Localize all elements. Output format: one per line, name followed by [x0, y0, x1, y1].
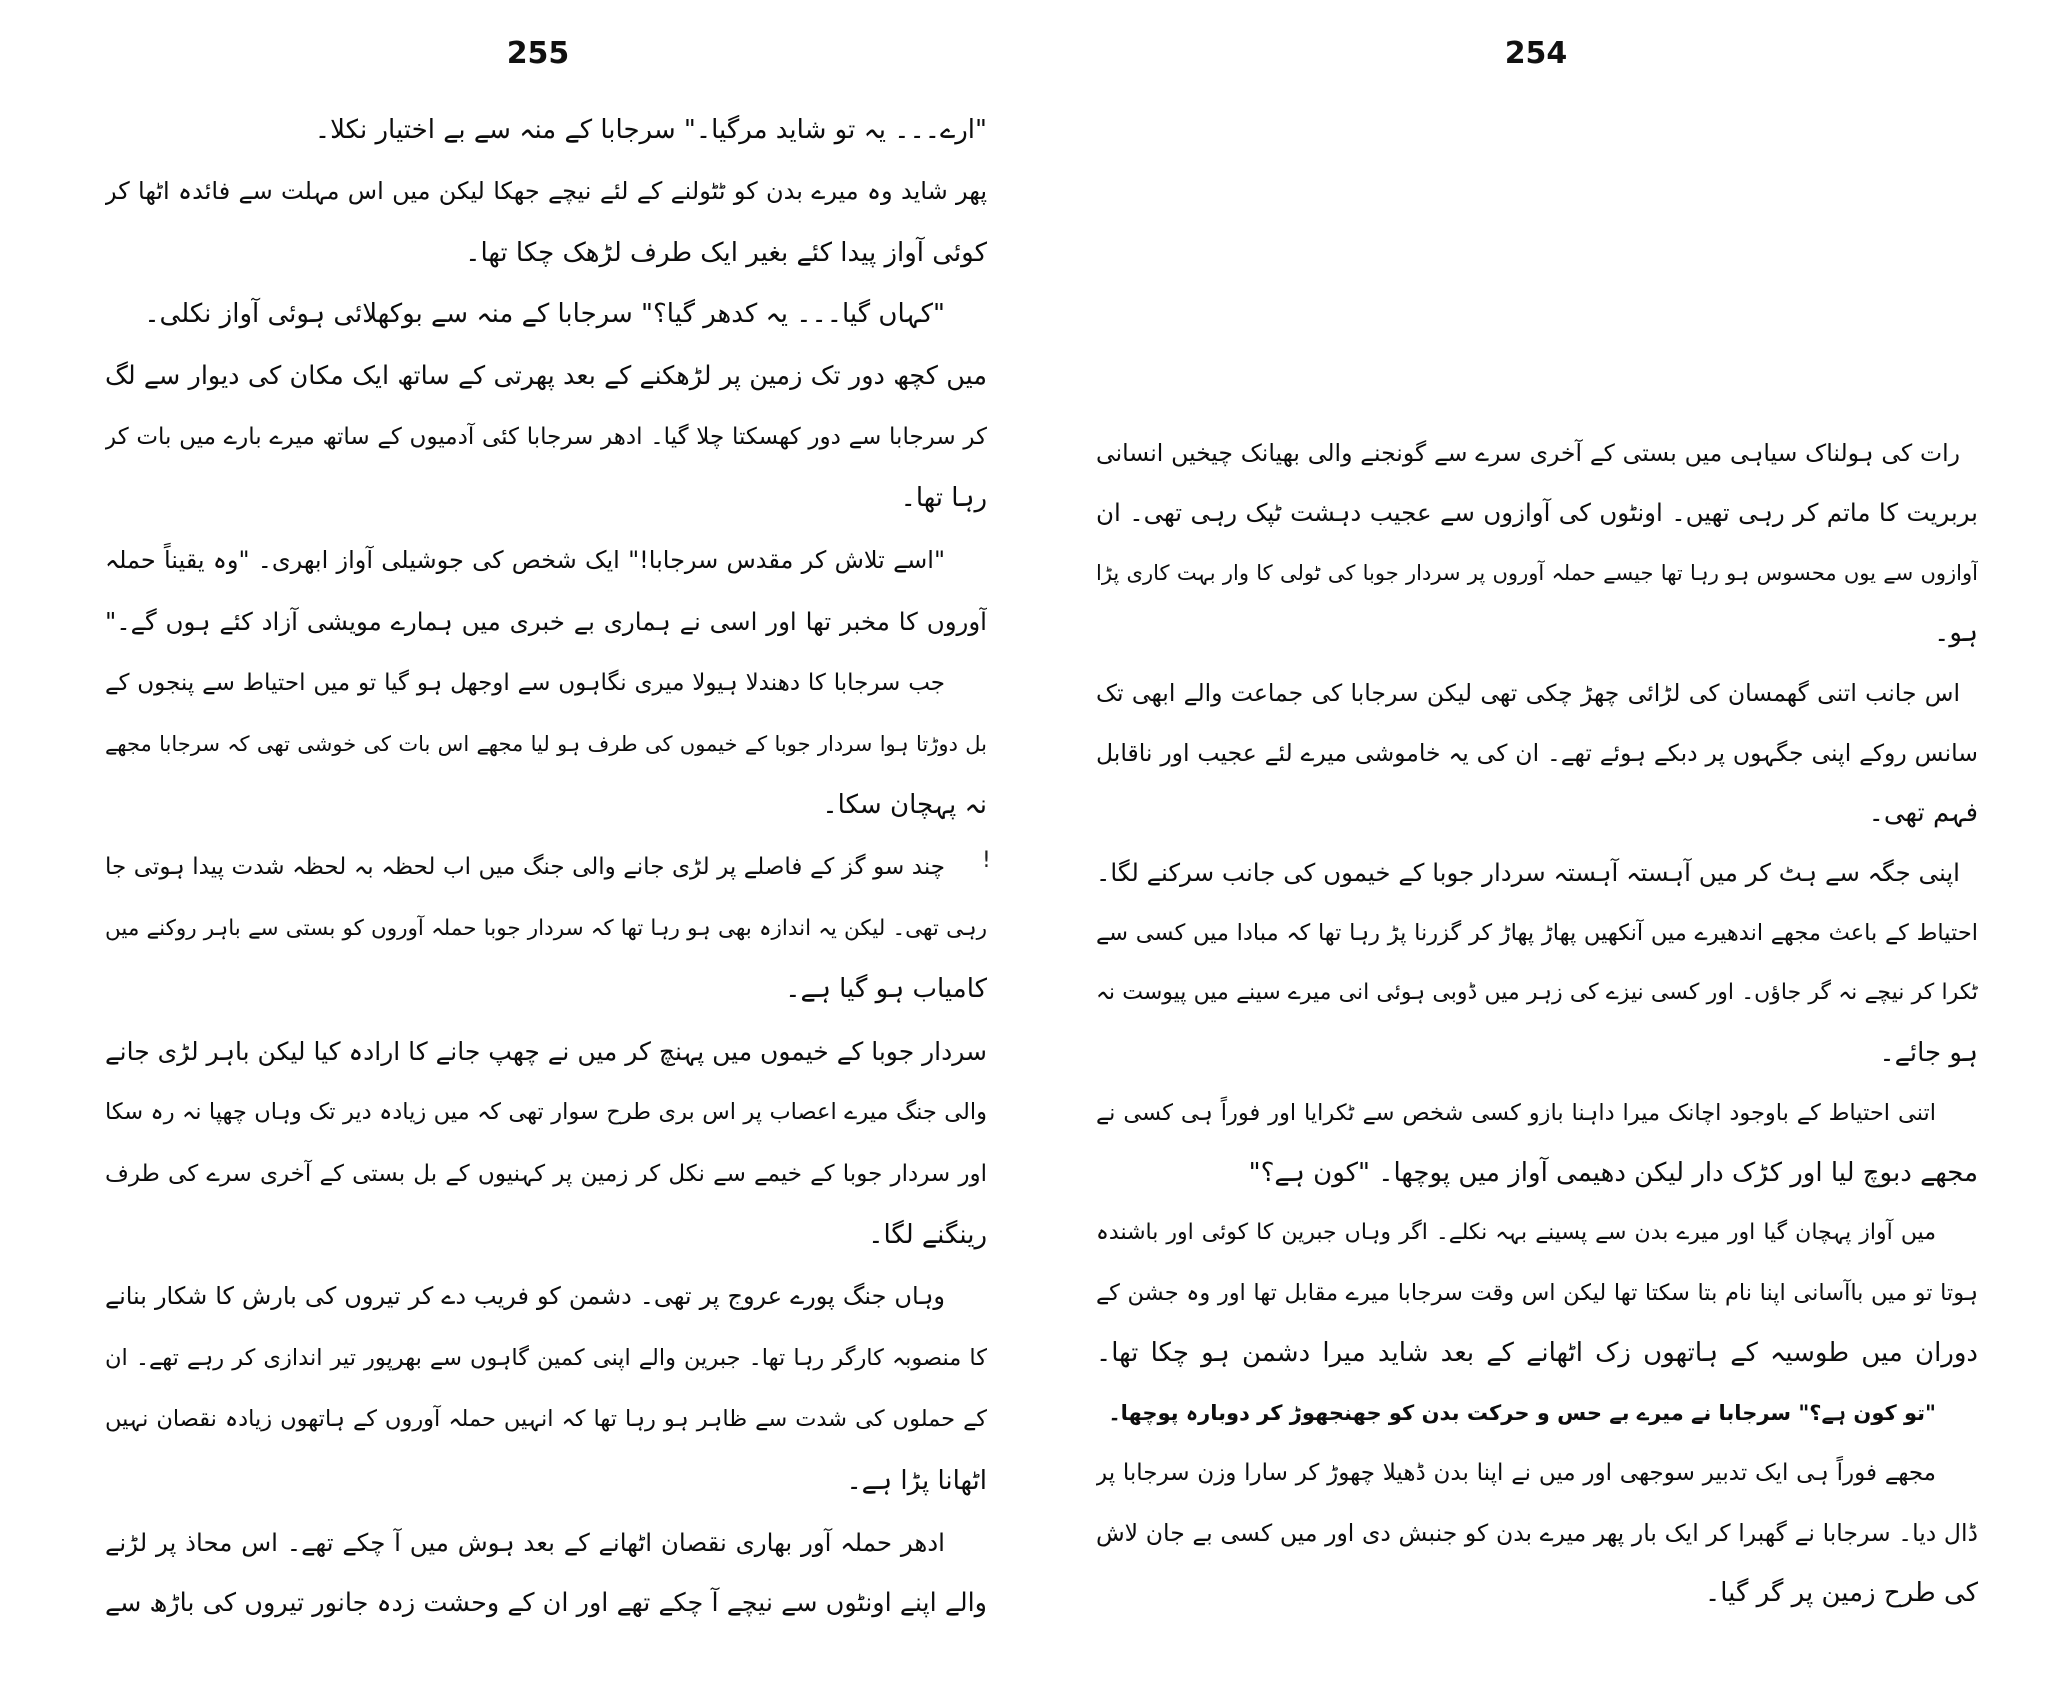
text-line: کا منصوبہ کارگر رہا تھا۔ جبرین والے اپنی کمین گاہوں سے بھرپور تیر اندازی کر رہے تھے۔ ان — [105, 1344, 987, 1371]
text-line: کامیاب ہو گیا ہے۔ — [785, 974, 987, 1005]
text-line: اتنی احتیاط کے باوجود اچانک میرا داہنا بازو کسی شخص سے ٹکرایا اور فوراً ہی کسی نے — [1096, 1100, 1936, 1126]
text-line: وہاں جنگ پورے عروج پر تھی۔ دشمن کو فریب دے کر تیروں کی بارش کا شکار بنانے — [105, 1282, 945, 1311]
margin-mark: ! — [982, 848, 991, 873]
text-line: رہی تھی۔ لیکن یہ اندازہ بھی ہو رہا تھا کہ سردار جوبا حملہ آوروں کو بستی سے باہر روکنے میں — [105, 916, 987, 942]
page-number-left: 255 — [506, 36, 570, 71]
text-line: "ارے۔۔۔ یہ تو شاید مرگیا۔" سرجابا کے منہ سے بے اختیار نکلا۔ — [314, 115, 987, 145]
text-line: پھر شاید وہ میرے بدن کو ٹٹولنے کے لئے نیچے جھکا لیکن میں اس مہلت سے فائدہ اٹھا کر — [105, 177, 987, 206]
text-line: کے حملوں کی شدت سے ظاہر ہو رہا تھا کہ انہیں حملہ آوروں کے ہاتھوں زیادہ نقصان نہیں — [105, 1406, 987, 1433]
text-line: "کہاں گیا۔۔۔ یہ کدھر گیا؟" سرجابا کے منہ سے بوکھلائی ہوئی آواز نکلی۔ — [144, 299, 945, 330]
right-page-text — [1096, 423, 1978, 1623]
text-line: احتیاط کے باعث مجھے اندھیرے میں آنکھیں پھاڑ پھاڑ کر گزرنا پڑ رہا تھا کہ مبادا میں کسی سے — [1096, 920, 1978, 946]
text-line: اس جانب اتنی گھمسان کی لڑائی چھڑ چکی تھی لیکن سرجابا کی جماعت والے ابھی تک — [1096, 679, 1960, 707]
text-line: ادھر حملہ آور بھاری نقصان اٹھانے کے بعد ہوش میں آ چکے تھے۔ اس محاذ پر لڑنے — [105, 1527, 945, 1557]
text-line: اٹھانا پڑا ہے۔ — [846, 1465, 987, 1496]
text-line: ٹکرا کر نیچے نہ گر جاؤں۔ اور کسی نیزے کی زہر میں ڈوبی ہوئی انی میرے سینے میں پیوست نہ — [1096, 980, 1978, 1005]
text-line: فہم تھی۔ — [1868, 798, 1978, 828]
text-line: والی جنگ میرے اعصاب پر اس بری طرح سوار تھی کہ میں زیادہ دیر تک وہاں چھپا نہ رہ سکا — [105, 1099, 987, 1126]
text-line: مجھے فوراً ہی ایک تدبیر سوجھی اور میں نے اپنا بدن ڈھیلا چھوڑ کر سارا وزن سرجابا پر — [1096, 1460, 1936, 1486]
text-line: "تو کون ہے؟" سرجابا نے میرے بے حس و حرکت بدن کو جھنجھوڑ کر دوبارہ پوچھا۔ — [1108, 1401, 1936, 1425]
text-line: کر سرجابا سے دور کھسکتا چلا گیا۔ ادھر سرجابا کئی آدمیوں کے ساتھ میرے بارے میں بات کر — [105, 423, 987, 450]
text-line: ہوتا تو میں باآسانی اپنا نام بتا سکتا تھا لیکن اس وقت سرجابا میرے مقابل تھا اور وہ جشن کے — [1096, 1280, 1978, 1306]
text-line: رات کی ہولناک سیاہی میں بستی کے آخری سرے سے گونجنے والی بھیانک چیخیں انسانی — [1096, 439, 1960, 467]
text-line: والے اپنے اونٹوں سے نیچے آ چکے تھے اور ان کے وحشت زدہ جانور تیروں کی باڑھ سے — [105, 1588, 987, 1619]
text-line: آوروں کا مخبر تھا اور اسی نے ہماری بے خبری میں ہمارے مویشی آزاد کئے ہوں گے۔" — [105, 607, 987, 637]
text-line: میں کچھ دور تک زمین پر لڑھکنے کے بعد پھرتی کے ساتھ ایک مکان کی دیوار سے لگ — [105, 360, 987, 391]
text-line: رینگنے لگا۔ — [868, 1220, 987, 1251]
text-line: نہ پہچان سکا۔ — [822, 790, 987, 821]
text-line: مجھے دبوچ لیا اور کڑک دار لیکن دھیمی آواز میں پوچھا۔ "کون ہے؟" — [1248, 1158, 1978, 1188]
text-line: میں آواز پہچان گیا اور میرے بدن سے پسینے بہہ نکلے۔ اگر وہاں جبرین کا کوئی اور باشندہ — [1096, 1220, 1936, 1245]
text-line: بربریت کا ماتم کر رہی تھیں۔ اونٹوں کی آوازوں سے عجیب دہشت ٹپک رہی تھی۔ ان — [1096, 498, 1978, 527]
text-line: بل دوڑتا ہوا سردار جوبا کے خیموں کی طرف ہو لیا مجھے اس بات کی خوشی تھی کہ سرجابا مجھے — [105, 731, 987, 756]
page-number-right: 254 — [1504, 36, 1568, 71]
text-line: اور سردار جوبا کے خیمے سے نکل کر زمین پر کہنیوں کے بل بستی کے آخری سرے کی طرف — [105, 1160, 987, 1187]
text-line: کوئی آواز پیدا کئے بغیر ایک طرف لڑھک چکا تھا۔ — [465, 237, 987, 268]
text-line: سانس روکے اپنی جگہوں پر دبکے ہوئے تھے۔ ان کی یہ خاموشی میرے لئے عجیب اور ناقابل — [1096, 739, 1978, 767]
text-line: کی طرح زمین پر گر گیا۔ — [1705, 1578, 1978, 1608]
text-line: جب سرجابا کا دھندلا ہیولا میری نگاہوں سے اوجھل ہو گیا تو میں احتیاط سے پنجوں کے — [105, 669, 945, 696]
text-line: اپنی جگہ سے ہٹ کر میں آہستہ آہستہ سردار جوبا کے خیموں کی جانب سرکنے لگا۔ — [1096, 858, 1960, 887]
text-line: آوازوں سے یوں محسوس ہو رہا تھا جیسے حملہ آوروں پر سردار جوبا کی ٹولی کا وار بہت کاری پڑا — [1096, 561, 1978, 585]
text-line: دوران میں طوسیہ کے ہاتھوں زک اٹھانے کے بعد شاید میرا دشمن ہو چکا تھا۔ — [1096, 1338, 1978, 1368]
text-line: ڈال دیا۔ سرجابا نے گھبرا کر ایک بار پھر میرے بدن کو جنبش دی اور میں کسی بے جان لاش — [1096, 1519, 1978, 1547]
text-line: "اسے تلاش کر مقدس سرجابا!" ایک شخص کی جوشیلی آواز ابھری۔ "وہ یقیناً حملہ — [105, 545, 945, 574]
left-page-text — [105, 100, 987, 1635]
text-line: رہا تھا۔ — [900, 483, 987, 514]
text-line: چند سو گز کے فاصلے پر لڑی جانے والی جنگ میں اب لحظہ بہ لحظہ شدت پیدا ہوتی جا — [105, 853, 945, 880]
text-line: سردار جوبا کے خیموں میں پہنچ کر میں نے چھپ جانے کا ارادہ کیا لیکن باہر لڑی جانے — [105, 1036, 987, 1066]
text-line: ہو جائے۔ — [1879, 1038, 1978, 1068]
text-line: ہو۔ — [1934, 618, 1978, 648]
